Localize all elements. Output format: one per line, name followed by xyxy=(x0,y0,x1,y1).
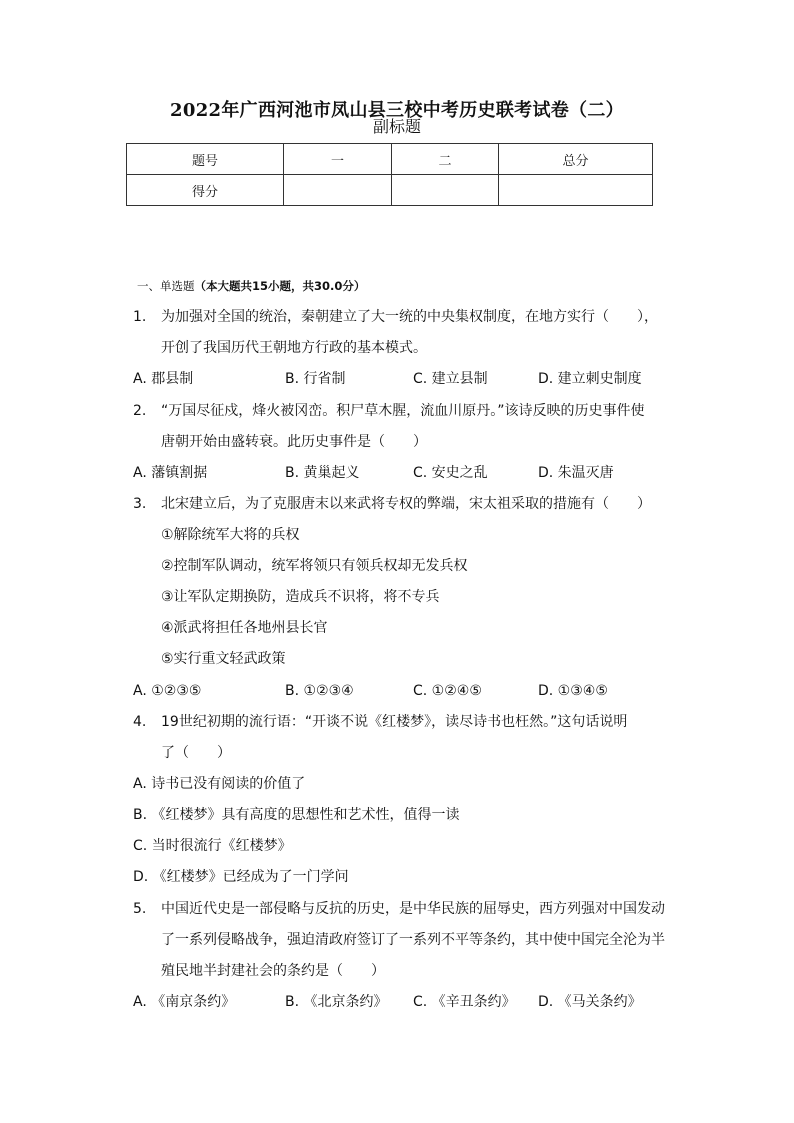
statement-item: ③让军队定期换防，造成兵不识将，将不专兵 xyxy=(161,589,440,605)
option-d: D. 朱温灭唐 xyxy=(538,465,614,481)
question-4 xyxy=(133,707,627,769)
score-table xyxy=(126,143,653,206)
question-text: 中国近代史是一部侵略与反抗的历史，是中华民族的屈辱史，西方列强对中国发动 xyxy=(161,901,665,917)
options-row xyxy=(133,364,693,395)
option-a: A. 《南京条约》 xyxy=(133,994,236,1010)
question-text: 殖民地半封建社会的条约是（ ） xyxy=(161,963,385,979)
option-d: D. 《马关条约》 xyxy=(538,994,642,1010)
score-cell: 一 xyxy=(284,144,392,175)
section-heading xyxy=(137,278,365,294)
score-cell xyxy=(499,175,653,206)
options-row xyxy=(133,676,693,707)
question-text: 了一系列侵略战争，强迫清政府签订了一系列不平等条约，其中使中国完全沦为半 xyxy=(161,932,665,948)
statement-item: ②控制军队调动，统军将领只有领兵权却无发兵权 xyxy=(161,558,468,574)
option-a: A. 郡县制 xyxy=(133,371,194,387)
question-text: “万国尽征戍，烽火被冈峦。积尸草木腥，流血川原丹。”该诗反映的历史事件使 xyxy=(161,403,645,419)
option-b: B. 《北京条约》 xyxy=(285,994,388,1010)
statement-item: ④派武将担任各地州县长官 xyxy=(161,620,328,636)
exam-subtitle: 副标题 xyxy=(372,117,421,136)
score-cell: 二 xyxy=(392,144,499,175)
question-number: 1. xyxy=(133,309,147,325)
option-d: D. ①③④⑤ xyxy=(538,683,608,699)
option-c: C. 建立县制 xyxy=(413,371,488,387)
options-row xyxy=(133,987,693,1018)
question-text: 19世纪初期的流行语：“开谈不说《红楼梦》，读尽诗书也枉然。”这句话说明 xyxy=(161,714,628,730)
option-b: B. 行省制 xyxy=(285,371,346,387)
question-number: 5. xyxy=(133,901,147,917)
section-note: （本大题共15小题，共30.0分） xyxy=(194,279,366,293)
score-cell: 总分 xyxy=(499,144,653,175)
score-cell xyxy=(284,175,392,206)
question-text: 北宋建立后，为了克服唐末以来武将专权的弊端，宋太祖采取的措施有（ ） xyxy=(161,496,651,512)
question-1 xyxy=(133,302,658,364)
option-a: A. 诗书已没有阅读的价值了 xyxy=(133,776,306,792)
question-number: 3. xyxy=(133,496,147,512)
option-b: B. 《红楼梦》具有高度的思想性和艺术性，值得一读 xyxy=(133,807,460,823)
score-cell xyxy=(392,175,499,206)
question-3 xyxy=(133,489,651,675)
option-c: C. 安史之乱 xyxy=(413,465,488,481)
question-5 xyxy=(133,894,665,987)
section-label: 一、单选题 xyxy=(137,279,195,293)
question-text: 开创了我国历代王朝地方行政的基本模式。 xyxy=(161,340,427,356)
option-a: A. 藩镇割据 xyxy=(133,465,208,481)
exam-title: 2022年广西河池市凤山县三校中考历史联考试卷（二） xyxy=(170,100,624,121)
option-c: C. 《辛丑条约》 xyxy=(413,994,516,1010)
statement-item: ①解除统军大将的兵权 xyxy=(161,527,300,543)
options-row xyxy=(133,458,693,489)
option-c: C. ①②④⑤ xyxy=(413,683,482,699)
question-2 xyxy=(133,396,645,458)
question-text: 了（ ） xyxy=(161,745,231,761)
score-cell: 题号 xyxy=(127,144,284,175)
option-b: B. ①②③④ xyxy=(285,683,354,699)
question-number: 2. xyxy=(133,403,147,419)
option-b: B. 黄巢起义 xyxy=(285,465,360,481)
question-text: 唐朝开始由盛转衰。此历史事件是（ ） xyxy=(161,434,427,450)
score-table-header-row xyxy=(127,144,653,175)
statement-item: ⑤实行重文轻武政策 xyxy=(161,651,286,667)
option-d: D. 建立刺史制度 xyxy=(538,371,642,387)
option-d: D. 《红楼梦》已经成为了一门学问 xyxy=(133,869,349,885)
option-c: C. 当时很流行《红楼梦》 xyxy=(133,838,292,854)
question-text: 为加强对全国的统治，秦朝建立了大一统的中央集权制度，在地方实行（ ）， xyxy=(161,309,658,325)
score-cell: 得分 xyxy=(127,175,284,206)
option-a: A. ①②③⑤ xyxy=(133,683,202,699)
score-table-score-row xyxy=(127,175,653,206)
question-number: 4. xyxy=(133,714,147,730)
